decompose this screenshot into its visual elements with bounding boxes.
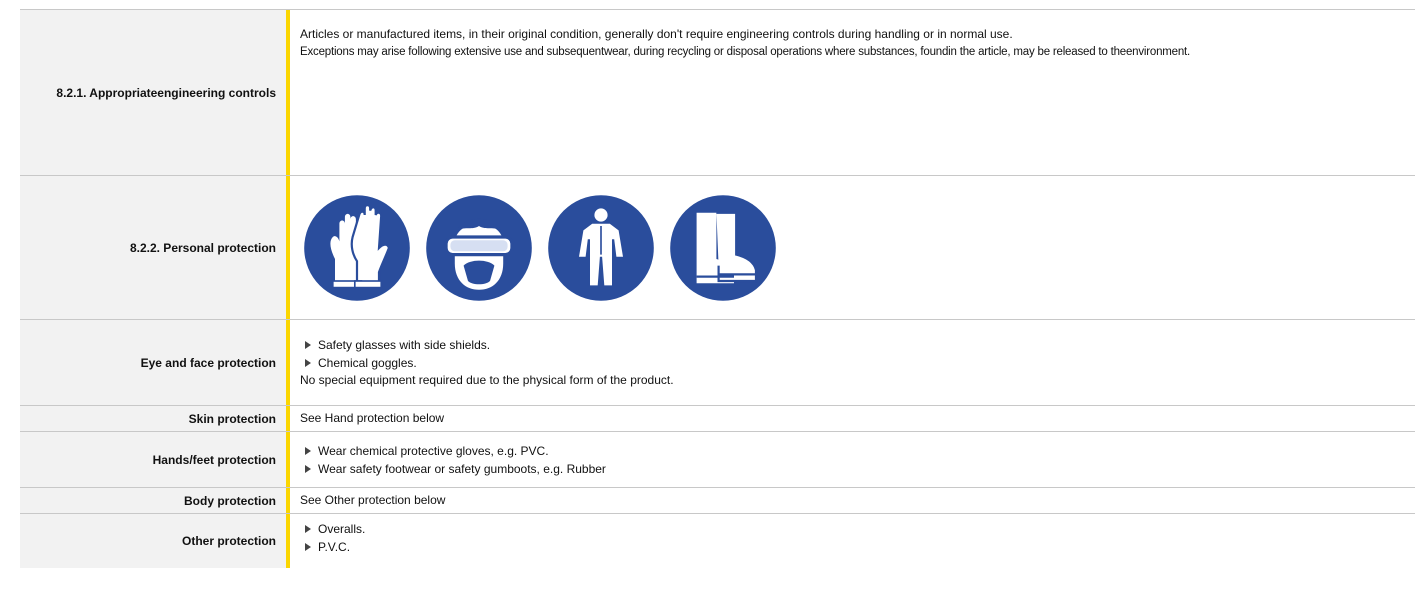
list-item: Wear chemical protective gloves, e.g. PVC. [305, 442, 1405, 460]
hands-bullet-list [300, 442, 1405, 478]
list-item: Chemical goggles. [305, 354, 1405, 372]
engineering-text-2: Exceptions may arise following extensive use and subsequentwear, during recycling or disposal operations where substances, foundin the article, may be released to theenvironment. [300, 46, 1191, 58]
coverall-icon [546, 193, 656, 303]
list-item: P.V.C. [305, 538, 1405, 556]
body-text: See Other protection below [300, 493, 446, 507]
row-content [290, 10, 1415, 175]
row-content [290, 176, 1415, 319]
ppe-table [20, 9, 1415, 568]
bullet-triangle-icon [305, 525, 311, 533]
row-label: 8.2.2. Personal protection [20, 176, 286, 319]
bullet-triangle-icon [305, 341, 311, 349]
row-eye-face-protection [20, 320, 1415, 406]
row-label: 8.2.1. Appropriateengineering controls [20, 10, 286, 175]
eye-bullet-list [300, 336, 1405, 372]
row-skin-protection [20, 406, 1415, 432]
row-content [290, 488, 1415, 513]
list-item: Safety glasses with side shields. [305, 336, 1405, 354]
row-content [290, 406, 1415, 431]
ppe-icons [300, 193, 1405, 303]
bullet-triangle-icon [305, 465, 311, 473]
row-label: Hands/feet protection [20, 432, 286, 487]
row-label: Other protection [20, 514, 286, 568]
bullet-triangle-icon [305, 359, 311, 367]
other-bullet-list [300, 520, 1405, 556]
goggles-mask-icon [424, 193, 534, 303]
row-other-protection [20, 514, 1415, 568]
engineering-text-1: Articles or manufactured items, in their original condition, generally don't require engineering controls during handling or in normal use. [300, 27, 1013, 41]
row-label: Eye and face protection [20, 320, 286, 405]
row-engineering-controls [20, 10, 1415, 176]
eye-note: No special equipment required due to the physical form of the product. [300, 373, 674, 387]
boots-icon [668, 193, 778, 303]
skin-text: See Hand protection below [300, 411, 445, 425]
row-personal-protection [20, 176, 1415, 320]
row-body-protection [20, 488, 1415, 514]
bullet-triangle-icon [305, 543, 311, 551]
bullet-triangle-icon [305, 447, 311, 455]
row-label: Body protection [20, 488, 286, 513]
row-content [290, 432, 1415, 487]
row-content [290, 320, 1415, 405]
gloves-icon [302, 193, 412, 303]
row-hands-feet-protection [20, 432, 1415, 488]
list-item: Wear safety footwear or safety gumboots, e.g. Rubber [305, 460, 1405, 478]
row-label: Skin protection [20, 406, 286, 431]
list-item: Overalls. [305, 520, 1405, 538]
row-content [290, 514, 1415, 568]
